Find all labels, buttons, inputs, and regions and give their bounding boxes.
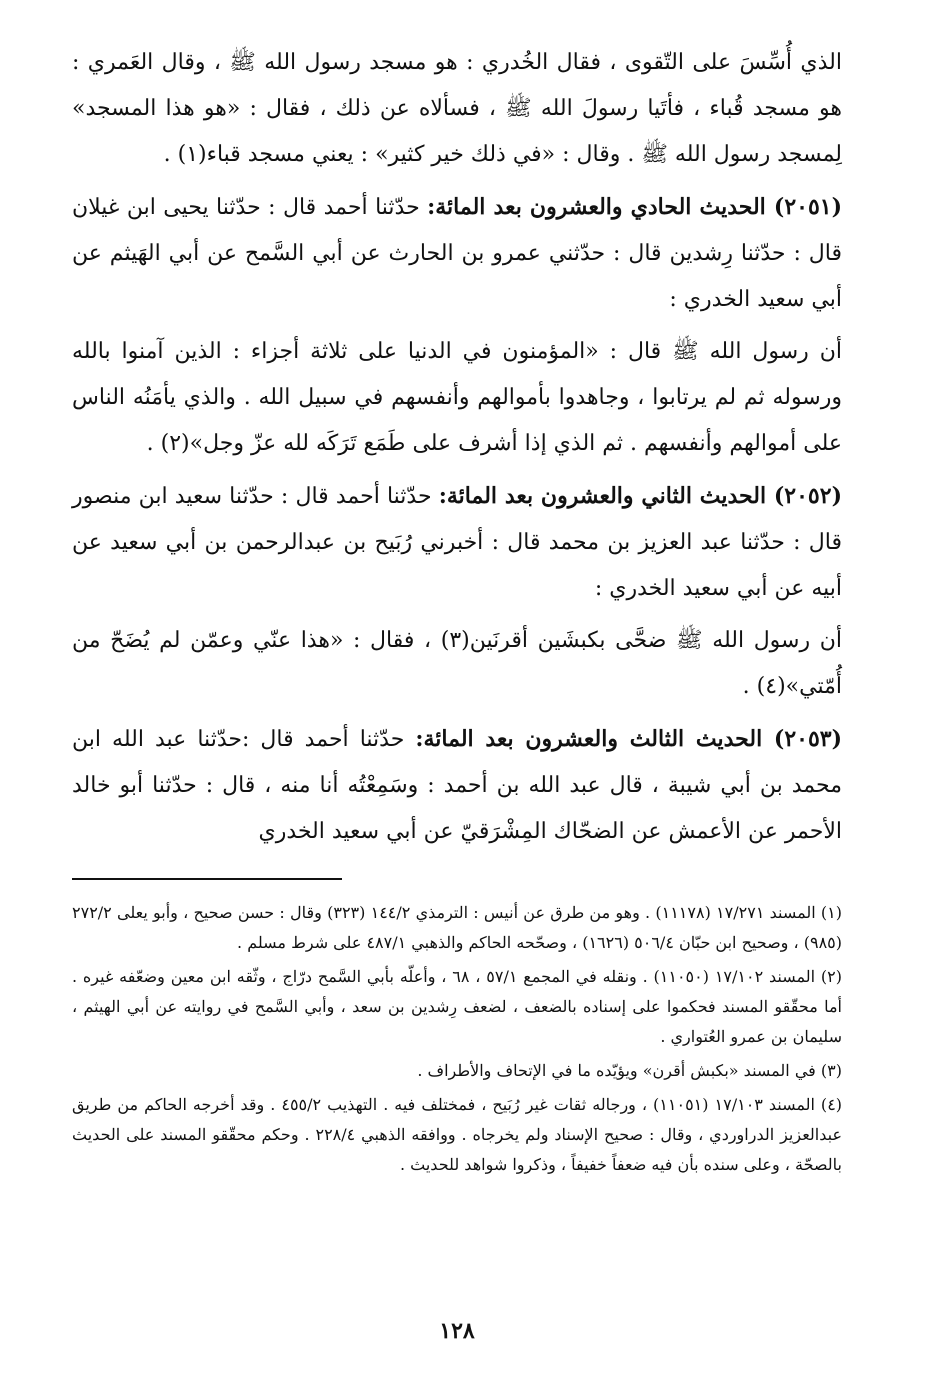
hadith-2052-heading: (٢٠٥٢) الحديث الثاني والعشرون بعد المائة: xyxy=(438,483,842,509)
hadith-2051-heading: (٢٠٥١) الحديث الحادي والعشرون بعد المائة: xyxy=(427,194,843,220)
footnote-1: (١) المسند ١٧/٢٧١ (١١١٧٨) . وهو من طرق عن أنيس : الترمذي ١٤٤/٢ (٣٢٣) وقال : حسن صحيح ، وأبو يعلى ٢٧٢/٢ (٩٨٥) ، وصحيح ابن حبّان ٥٠٦/٤ (١٦٢٦) ، وصحّحه الحاكم والذهبي ٤٨٧/١ على شرط مسلم . xyxy=(72,903,843,952)
footnote-2: (٢) المسند ١٧/١٠٢ (١١٠٥٠) . ونقله في المجمع ٥٧/١ ، ٦٨ ، وأعلّه بأبي السَّمح درّاج ، وثّقه ابن معين وضعّفه غيره . أما محقّقو المسند فحكموا على إسناده بالضعف ، لضعف رِشدين بن سعد ، وأبي السَّمح في روايته عن أبي الهيثم ، سليمان بن عمرو العُتواري . xyxy=(72,967,842,1046)
footnote-divider xyxy=(72,878,342,880)
hadith-2051-matn: أن رسول الله ﷺ قال : «المؤمنون في الدنيا على ثلاثة أجزاء : الذين آمنوا بالله ورسوله ثم لم يرتابوا ، وجاهدوا بأموالهم وأنفسهم في سبيل الله . والذي يأمَنُه الناس على أموالهم وأنفسهم . ثم الذي إذا أشرف على طَمَع تَرَكَه لله عزّ وجل»(٢) . xyxy=(72,339,842,456)
footnotes xyxy=(72,898,842,1180)
hadith-2053-heading: (٢٠٥٣) الحديث الثالث والعشرون بعد المائة: xyxy=(415,726,842,752)
hadith-2051 xyxy=(72,184,842,323)
hadith-2052 xyxy=(72,473,842,612)
main-text xyxy=(72,40,842,855)
hadith-2053-isnad: حدّثنا أحمد قال :حدّثنا عبد الله ابن محمد بن أبي شيبة ، قال عبد الله بن أحمد : وسَمِعْتُه أنا منه ، قال : حدّثنا أبو خالد الأحمر عن الأعمش عن الضحّاك المِشْرَقيّ عن أبي سعيد الخدري xyxy=(72,727,842,844)
book-page xyxy=(72,40,842,1360)
hadith-2051-isnad: حدّثنا أحمد قال : حدّثنا يحيى ابن غيلان قال : حدّثنا رِشدين قال : حدّثني عمرو بن الحارث عن أبي السَّمح عن أبي الهَيثم عن أبي سعيد الخدري : xyxy=(72,195,842,312)
footnote-4: (٤) المسند ١٧/١٠٣ (١١٠٥١) ، ورجاله ثقات غير رُبَيح ، فمختلف فيه . التهذيب ٤٥٥/٢ . وقد أخرجه الحاكم من طريق عبدالعزيز الدراوردي ، وقال : صحيح الإسناد ولم يخرجاه . ووافقه الذهبي ٢٢٨/٤ . وحكم محقّقو المسند على الحديث بالصحّة ، وعلى سنده بأن فيه ضعفاً خفيفاً ، وذكروا شواهد للحديث . xyxy=(72,1095,843,1174)
hadith-2052-matn: أن رسول الله ﷺ ضحَّى بكبشَين أقرنَين(٣) ، فقال : «هذا عنّي وعمّن لم يُضَحّ من أُمّتي»(٤) . xyxy=(72,628,842,699)
paragraph-continuation: الذي أُسِّسَ على التّقوى ، فقال الخُدري : هو مسجد رسول الله ﷺ ، وقال العَمري : هو مسجد قُباء ، فأتَيا رسولَ الله ﷺ ، فسألاه عن ذلك ، فقال : «هو هذا المسجد» لِمسجد رسول الله ﷺ . وقال : «في ذلك خير كثير» : يعني مسجد قباء(١) . xyxy=(72,50,842,167)
hadith-2053 xyxy=(72,716,842,855)
footnote-3: (٣) في المسند «بكبش أقرن» ويؤيّده ما في الإتحاف والأطراف . xyxy=(417,1061,842,1080)
hadith-2052-isnad: حدّثنا أحمد قال : حدّثنا سعيد ابن منصور قال : حدّثنا عبد العزيز بن محمد قال : أخبرني رُبَيح بن عبدالرحمن بن أبي سعيد عن أبيه عن أبي سعيد الخدري : xyxy=(72,484,842,601)
page-number: ١٢٨ xyxy=(439,1318,475,1344)
